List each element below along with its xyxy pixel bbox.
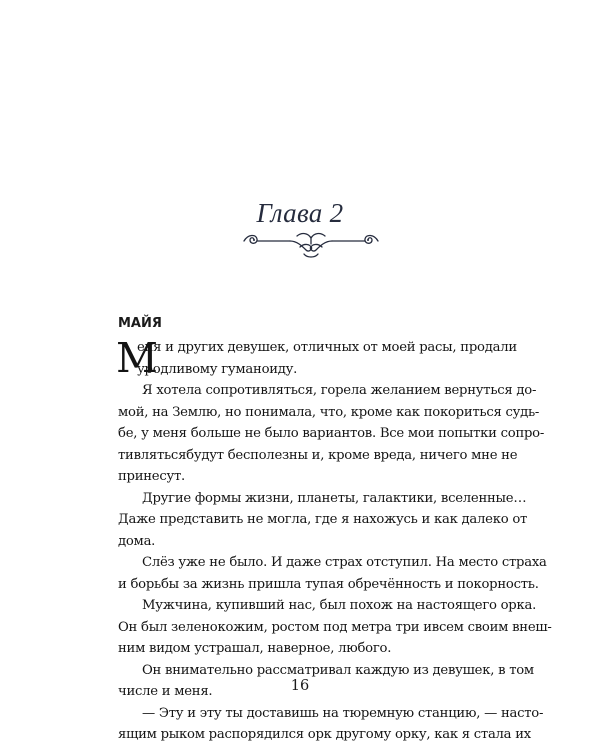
chapter-title: Глава 2 bbox=[256, 198, 344, 228]
paragraph-1-line-2: уродливому гуманоиду. bbox=[137, 361, 298, 377]
text-line: числе и меня. bbox=[118, 684, 213, 699]
text-line: Слёз уже не было. И даже страх отступил. На место страха bbox=[142, 555, 547, 570]
text-line: и борьбы за жизнь пришла тупая обречённость и покорность. bbox=[118, 576, 539, 592]
text-line: — Эту и эту ты доставишь на тюремную станцию, — насто- bbox=[142, 705, 544, 721]
text-line: тивлятьсябудут бесполезны и, кроме вреда, ничего мне не bbox=[118, 447, 518, 463]
text-line: Он внимательно рассматривал каждую из девушек, в том bbox=[142, 662, 534, 678]
paragraph-1-line-1-text: еня и других девушек, отличных от моей расы, продали bbox=[137, 340, 517, 355]
text-line: Даже представить не могла, где я нахожусь и как далеко от bbox=[118, 512, 528, 527]
section-heading: МАЙЯ bbox=[118, 316, 162, 331]
text-line: Он был зеленокожим, ростом под метра три ивсем своим внеш- bbox=[118, 619, 552, 635]
text-line: бе, у меня больше не было вариантов. Все мои попытки сопро- bbox=[118, 426, 545, 441]
drop-cap: М bbox=[116, 334, 158, 382]
text-line: мой, на Землю, но понимала, что, кроме как покориться судь- bbox=[118, 404, 540, 420]
text-line: ним видом устрашал, наверное, любого. bbox=[118, 641, 392, 656]
text-line: дома. bbox=[118, 533, 156, 549]
text-line: Мужчина, купивший нас, был похож на настоящего орка. bbox=[142, 598, 537, 613]
text-line: ящим рыком распорядился орк другому орку, как я стала их bbox=[118, 727, 531, 742]
flourish-divider-icon bbox=[242, 230, 380, 260]
text-line: принесут. bbox=[118, 469, 185, 484]
page-number: 16 bbox=[290, 678, 310, 694]
text-line: Другие формы жизни, планеты, галактики, вселенные… bbox=[142, 490, 527, 506]
text-line: Я хотела сопротивляться, горела желанием вернуться до- bbox=[142, 383, 537, 398]
